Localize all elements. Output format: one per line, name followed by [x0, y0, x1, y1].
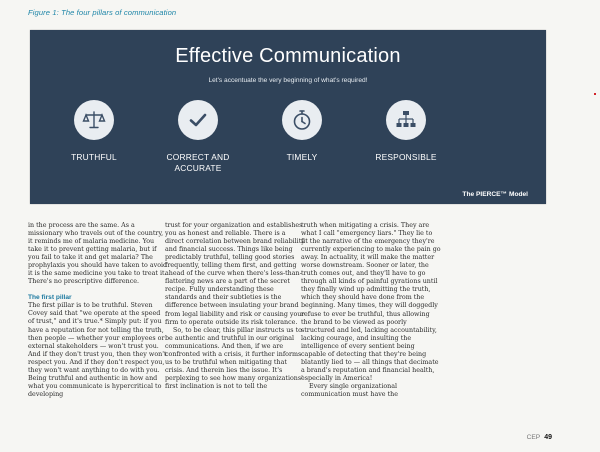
pillar-label: CORRECT AND ACCURATE: [166, 152, 230, 173]
article-column-3: [301, 222, 441, 399]
pillar-timely: [242, 100, 362, 163]
model-label: The PIERCE™ Model: [462, 191, 528, 198]
publication-name: CEP: [526, 434, 541, 441]
paragraph: in the process are the same. As a missionary who travels out of the country, it reminds me of malaria medicine. You take it to prevent getting malaria, but if you fail to take it and get malaria? The prophylaxis you should have taken to avoid it is the same medicine you take to treat it. There's no prescriptive difference.: [28, 222, 168, 286]
scales-icon: [74, 100, 114, 140]
pillar-correct-accurate: [138, 100, 258, 174]
pillar-responsible: [346, 100, 466, 163]
paragraph: trust for your organization and establishes you as honest and reliable. There is a direct correlation between brand reliability and financial success. Things like being predictably truthful, telling good stories frequently, telling them first, and getting ahead of the curve when there's less-than-flattering news are a part of the secret recipe. Fully understanding these standards and their subtleties is the difference between insulating your brand from legal liability and risk or causing your firm to operate outside its risk tolerance.: [165, 222, 305, 326]
org-chart-icon: [386, 100, 426, 140]
pillar-label: RESPONSIBLE: [375, 152, 437, 162]
paragraph: truth when mitigating a crisis. They are what I call "emergency liars." They lie to fit the narrative of the emergency they're currently experiencing to make the pain go away. In actuality, it will make the matter worse downstream. Sooner or later, the truth comes out, and they'll have to go through all kinds of painful gyrations until they finally wind up admitting the truth, which they should have done from the beginning. Many times, they will doggedly refuse to ever be truthful, thus allowing the brand to be viewed as poorly structured and led, lacking accountability, lacking courage, and insulting the intelligence of every sentient being capable of detecting that they're being blatantly lied to — all things that decimate a brand's reputation and financial health, especially in America!: [301, 222, 441, 382]
article-column-2: [165, 222, 305, 391]
pillar-truthful: [34, 100, 154, 163]
paragraph: So, to be clear, this pillar instructs us to be authentic and truthful in our original communications. And then, if we are confronted with a crisis, it further informs us to be truthful when mitigating that crisis. And therein lies the issue. It's perplexing to see how many organizations' first inclination is not to tell the: [165, 326, 303, 390]
figure-caption: Figure 1: The four pillars of communication: [28, 8, 177, 17]
page-footer: [527, 434, 552, 441]
page-number: 49: [544, 434, 552, 441]
margin-mark: [594, 93, 596, 95]
stopwatch-icon: [282, 100, 322, 140]
banner-title: Effective Communication: [175, 45, 401, 67]
pierce-model-banner: [30, 30, 546, 204]
checkmark-icon: [178, 100, 218, 140]
pillar-label: TRUTHFUL: [71, 152, 117, 162]
banner-subtitle: Let's accentuate the very beginning of what's required!: [208, 77, 368, 84]
section-heading: The first pillar: [28, 294, 72, 302]
article-column-1: [28, 222, 168, 399]
paragraph: Every single organizational communication must have the: [301, 382, 398, 398]
paragraph: The first pillar is to be truthful. Steven Covey said that "we operate at the speed of trust," and it's true.* Simply put: if you have a reputation for not telling the truth, then people — whether your employees or external stakeholders — won't trust you. And if they don't trust you, then they won't respect you. And if they don't respect you, they won't want anything to do with you. Being truthful and authentic in how and what you communicate is hypercritical to developing: [28, 302, 167, 398]
pillar-label: TIMELY: [286, 152, 318, 162]
